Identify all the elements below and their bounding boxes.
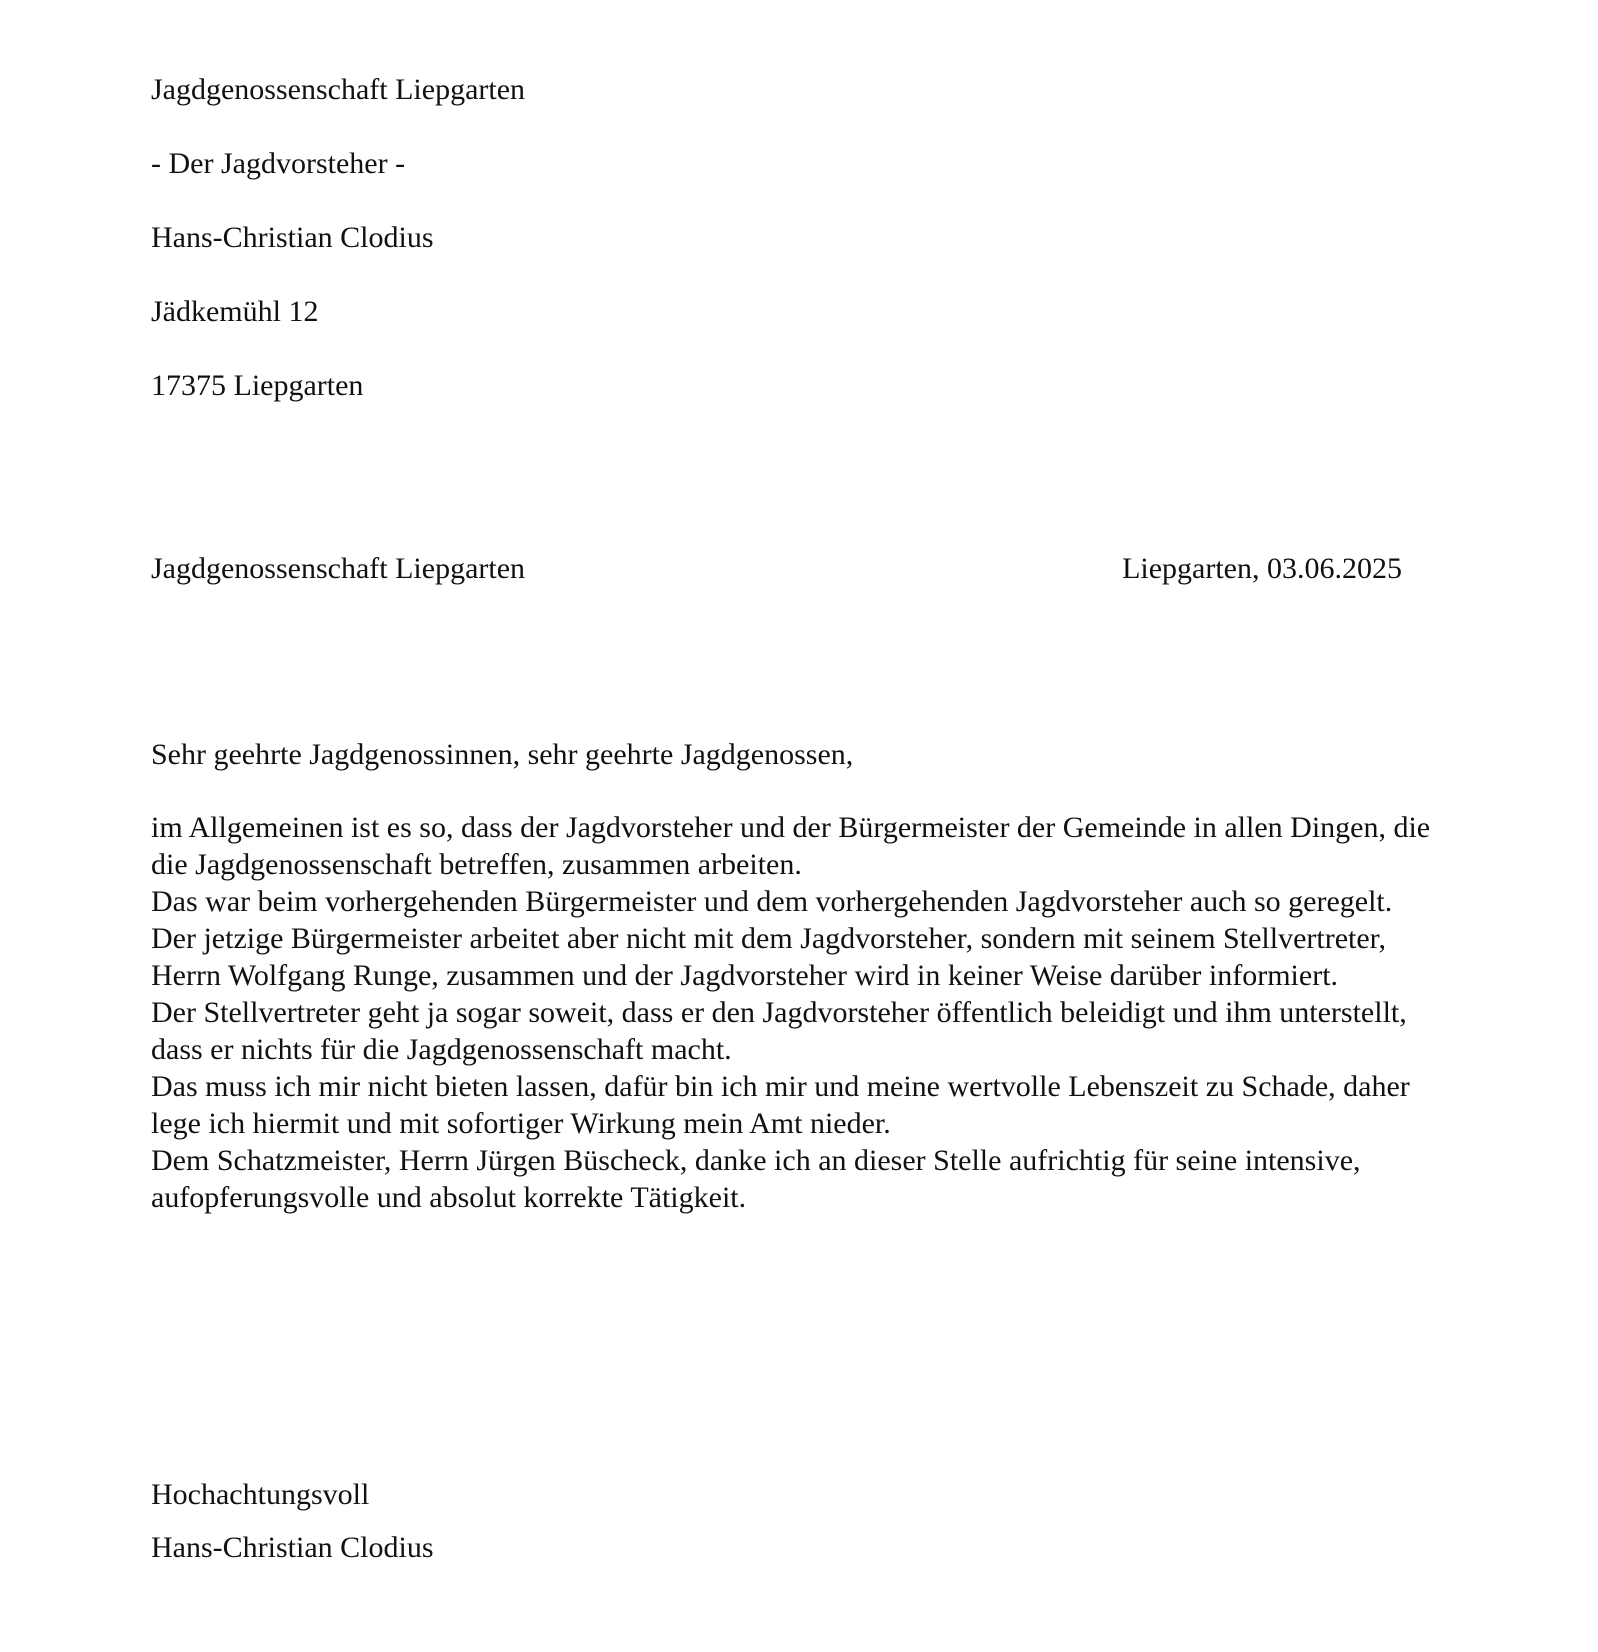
salutation: Sehr geehrte Jagdgenossinnen, sehr geehrte Jagdgenossen, [151, 738, 854, 771]
body-paragraph: Dem Schatzmeister, Herrn Jürgen Büscheck, danke ich an dieser Stelle aufrichtig für seine intensive, aufopferungsvolle und absolut korrekte Tätigkeit. [151, 1144, 1361, 1214]
body-paragraph: Das war beim vorhergehenden Bürgermeister und dem vorhergehenden Jagdvorsteher auch so geregelt. Der jetzige Bürgermeister arbeitet aber nicht mit dem Jagdvorsteher, sondern mit seinem Stellvertreter, Herrn Wolfgang Runge, zusammen und der Jagdvorsteher wird in keiner Weise darüber informiert. [151, 885, 1393, 992]
letter-body [151, 809, 1441, 1216]
place-date: Liepgarten, 03.06.2025 [1122, 552, 1402, 585]
body-paragraph: Der Stellvertreter geht ja sogar soweit, dass er den Jagdvorsteher öffentlich beleidigt und ihm unterstellt, dass er nichts für die Jagdgenossenschaft macht. [151, 996, 1407, 1066]
sender-name: Hans-Christian Clodius [151, 221, 434, 254]
body-paragraph: im Allgemeinen ist es so, dass der Jagdvorsteher und der Bürgermeister der Gemeinde in allen Dingen, die die Jagdgenossenschaft betreffen, zusammen arbeiten. [151, 811, 1431, 881]
sender-city: 17375 Liepgarten [151, 369, 364, 402]
signature-name: Hans-Christian Clodius [151, 1531, 434, 1564]
closing: Hochachtungsvoll [151, 1478, 370, 1511]
sender-street: Jädkemühl 12 [151, 295, 319, 328]
sender-organization: Jagdgenossenschaft Liepgarten [151, 73, 526, 106]
sender-role: - Der Jagdvorsteher - [151, 147, 406, 180]
body-paragraph: Das muss ich mir nicht bieten lassen, dafür bin ich mir und meine wertvolle Lebenszeit zu Schade, daher lege ich hiermit und mit sofortiger Wirkung mein Amt nieder. [151, 1070, 1410, 1140]
recipient: Jagdgenossenschaft Liepgarten [151, 552, 526, 585]
